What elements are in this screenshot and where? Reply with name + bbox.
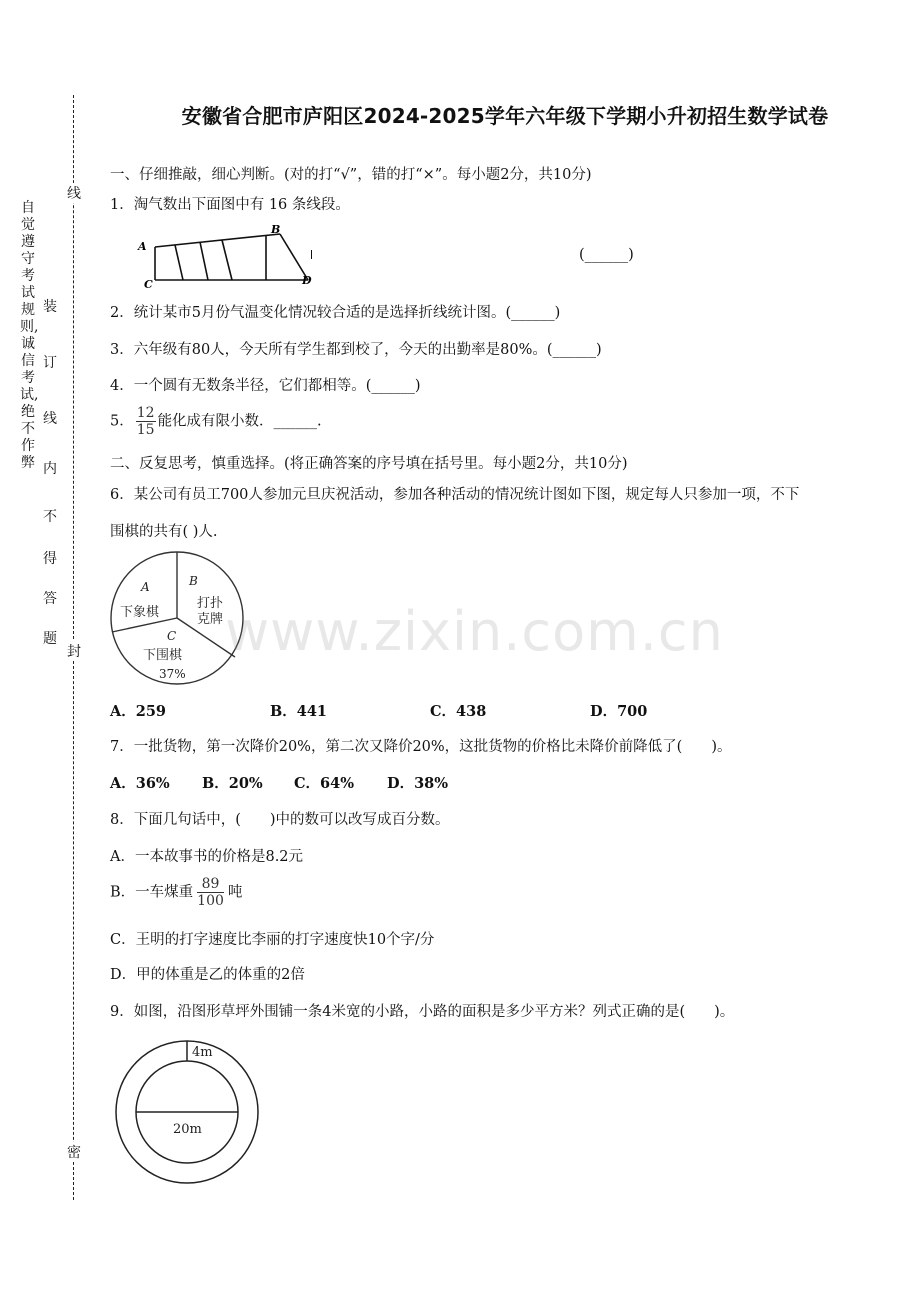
vertical-notice: 自觉遵守考试规则,诚信考试,绝不作弊 [20,200,39,471]
binding-word-3: 线 [43,411,57,427]
pie-b-label2: 克牌 [197,612,224,627]
q5-suffix: 能化成有限小数．______. [157,413,322,430]
label-20m: 20m [173,1122,202,1137]
pie-c-letter: C [167,629,177,643]
binding-word-7: 答 [43,591,57,607]
label-4m: 4m [192,1045,213,1060]
label-c: C [144,278,153,290]
q6-line1: 6．某公司有员工700人参加元旦庆祝活动，参加各种活动的情况统计图如下图，规定每人只参加一项，不下 [110,487,800,503]
q6-option-a[interactable]: A．259 [110,703,167,720]
pie-a-letter: A [141,580,150,594]
q5-prefix: 5． [110,413,134,430]
q6-option-c[interactable]: C．438 [430,703,487,720]
section1-heading: 一、仔细推敲，细心判断。(对的打“√”，错的打“×”。每小题2分，共10分) [110,167,592,183]
pie-c-percent: 37% [159,667,186,681]
binding-word-8: 题 [43,631,57,647]
q6-options [110,700,810,720]
side-mark-feng: 封 [65,641,83,661]
q7-option-c[interactable]: C．64% [294,775,354,792]
q4-text: 4．一个圆有无数条半径，它们都相等。(______) [110,378,421,394]
watermark: www.zixin.com.cn [225,600,724,663]
q8-b-suffix: 吨 [227,884,243,901]
binding-word-6: 得 [43,551,57,567]
label-a: A [138,240,147,253]
q3-text: 3．六年级有80人，今天所有学生都到校了，今天的出勤率是80%。(______) [110,342,602,358]
q8-b-fraction: $\frac{89}{100}$ [197,876,224,909]
q8-b-prefix: B．一车煤重 [110,884,194,901]
q7-option-d[interactable]: D．38% [387,775,449,792]
page-title: 安徽省合肥市庐阳区2024-2025学年六年级下学期小升初招生数学试卷 [181,104,829,128]
pie-b-label1: 打扑 [197,596,224,611]
q5-line [110,405,322,438]
q8-option-d[interactable]: D．甲的体重是乙的体重的2倍 [110,967,305,983]
label-b: B [271,223,281,236]
q5-fraction: $\frac{12}{15}$ [136,405,155,438]
q7-option-a[interactable]: A．36% [110,775,170,792]
q7-text: 7．一批货物，第一次降价20%，第二次又降价20%，这批货物的价格比未降价前降低了( )。 [110,739,732,755]
q2-text: 2．统计某市5月份气温变化情况较合适的是选择折线统计图。(______) [110,305,561,321]
q7-options [110,772,510,792]
side-mark-mi: 密 [65,1142,83,1162]
pie-a-label: 下象棋 [120,605,160,620]
q8-option-b[interactable] [110,876,242,909]
pie-c-label: 下围棋 [143,648,183,663]
label-d: D [302,274,312,287]
q9-text: 9．如图，沿图形草坪外围铺一条4米宽的小路，小路的面积是多少平方米？列式正确的是( )。 [110,1004,735,1020]
q8-option-c[interactable]: C．王明的打字速度比李丽的打字速度快10个字/分 [110,932,435,948]
q1-answer-blank[interactable]: (______) [579,247,634,263]
binding-word-5: 不 [43,509,57,525]
q6-line2: 围棋的共有( )人. [110,524,218,540]
q8-text: 8．下面几句话中，( )中的数可以改写成百分数。 [110,812,450,828]
pie-b-letter: B [189,574,198,588]
section2-heading: 二、反复思考，慎重选择。(将正确答案的序号填在括号里。每小题2分，共10分) [110,456,628,472]
q1-text: 1．淘气数出下面图中有 16 条线段。 [110,197,350,213]
q8-option-a[interactable]: A．一本故事书的价格是8.2元 [110,849,304,865]
binding-word-2: 订 [43,355,57,371]
side-mark-xian: 线 [65,183,83,203]
stray-mark [311,250,312,259]
binding-word-1: 装 [43,299,57,315]
binding-word-4: 内 [43,461,57,477]
q7-option-b[interactable]: B．20% [202,775,263,792]
q1-segment-figure [130,220,320,290]
q6-option-d[interactable]: D．700 [590,703,648,720]
q9-ring-figure [112,1038,264,1186]
q6-option-b[interactable]: B．441 [270,703,328,720]
